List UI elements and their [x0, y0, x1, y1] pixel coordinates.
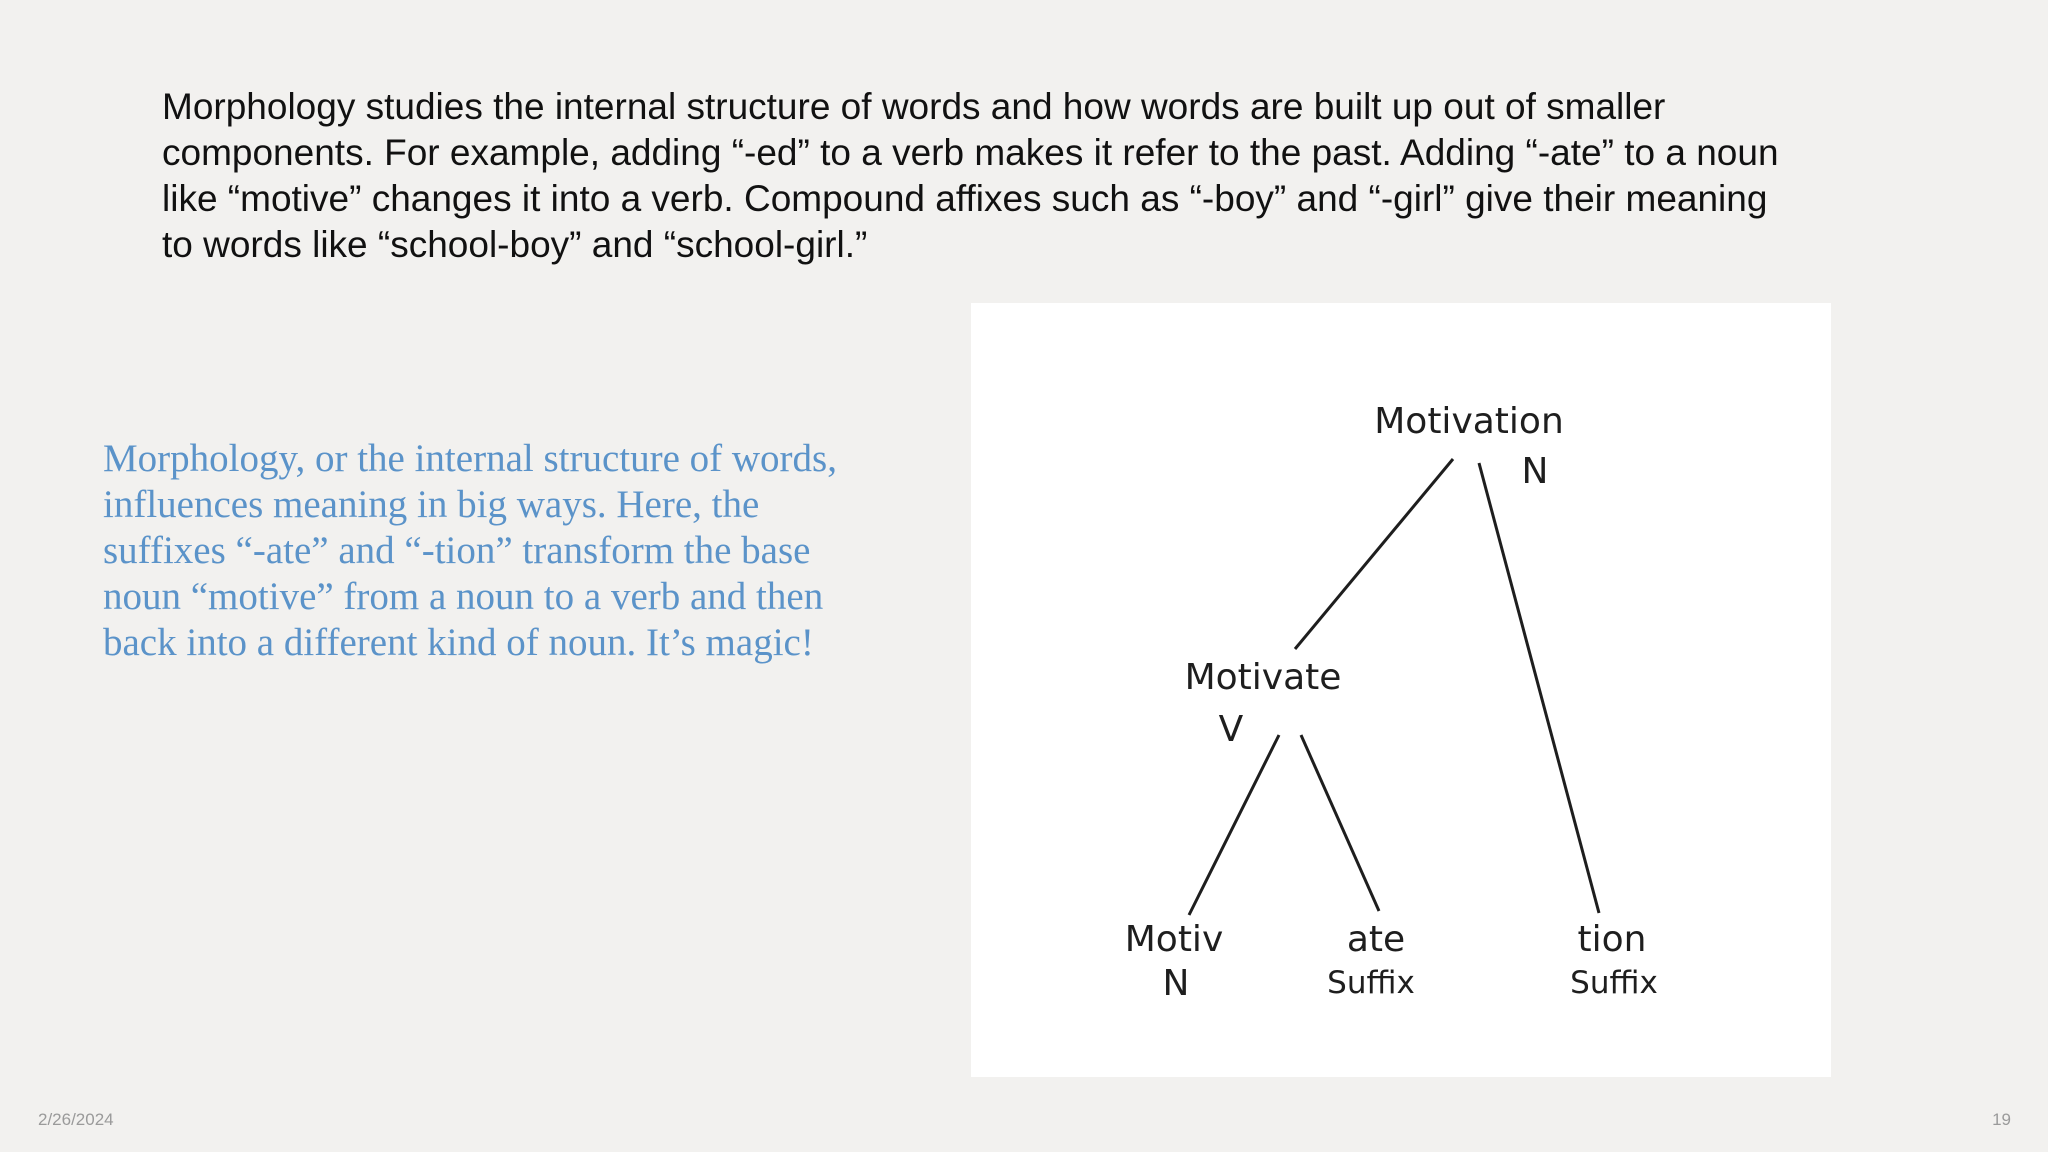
- edge-mid-to-motiv: [1189, 735, 1279, 915]
- node-motiv-word: Motiv: [1124, 919, 1224, 960]
- callout-paragraph: Morphology, or the internal structure of words, influences meaning in big ways. Here, the suffixes “-ate” and “-tion” transform the base noun “motive” from a noun to a verb and then back into a different kind of noun. It’s magic!: [103, 437, 837, 664]
- morphology-tree-diagram: [971, 303, 1831, 1077]
- node-root-category: N: [1521, 451, 1549, 492]
- node-ate-word: ate: [1346, 919, 1406, 960]
- node-motiv-category: N: [1162, 963, 1190, 1004]
- footer-date: 2/26/2024: [38, 1110, 114, 1129]
- tree-svg: [971, 303, 1831, 1077]
- node-mid-word: Motivate: [1184, 657, 1342, 698]
- edge-mid-to-ate: [1301, 735, 1379, 911]
- edge-root-to-tion: [1479, 463, 1599, 913]
- footer-page-number: 19: [1992, 1110, 2011, 1129]
- node-root-word: Motivation: [1374, 401, 1564, 442]
- intro-paragraph: Morphology studies the internal structure of words and how words are built up out of smaller components. For example, adding “-ed” to a verb makes it refer to the past. Adding “-ate” to a noun like “motive” changes it into a verb. Compound affixes such as “-boy” and “-girl” give their meaning to words like “school-boy” and “school-girl.”: [162, 86, 1779, 265]
- node-mid-category: V: [1218, 709, 1244, 750]
- node-tion-category: Suffix: [1570, 965, 1658, 1001]
- edge-root-to-mid: [1295, 459, 1453, 649]
- node-ate-category: Suffix: [1327, 965, 1415, 1001]
- node-tion-word: tion: [1577, 919, 1647, 960]
